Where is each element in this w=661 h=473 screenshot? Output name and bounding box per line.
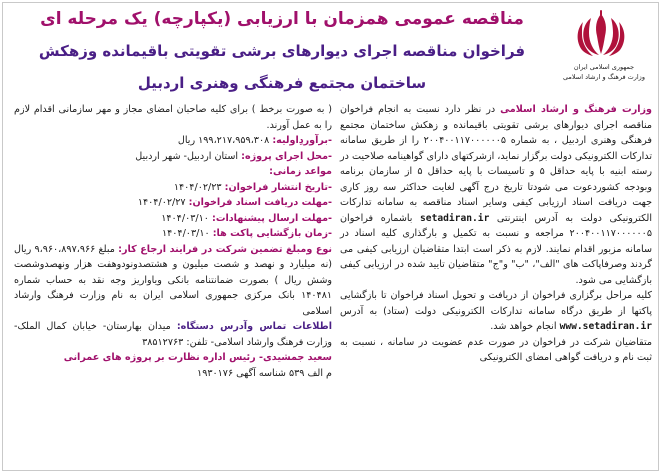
contact-text: میدان بهارستان- خیابان کمال الملک- وزارت فرهنگ وارشاد اسلامی- تلفن: ۳۸۵۱۲۷۶۳ bbox=[14, 321, 332, 348]
registration-paragraph: متقاضیان شرکت در فراخوان در صورت عدم عضویت در سامانه ، نسبت به ثبت نام و دریافت گواهی امضای الکترونیکی bbox=[340, 336, 652, 363]
estimate-value: ۱۹۹،۲۱۷،۹۵۹،۳۰۸ ریال bbox=[177, 135, 270, 146]
body-left-column bbox=[14, 102, 332, 381]
date-open-line bbox=[14, 226, 332, 242]
date-docs-value: ۱۴۰۴/۰۲/۲۷ bbox=[137, 197, 186, 208]
contact-paragraph bbox=[14, 319, 332, 350]
process-paragraph bbox=[340, 288, 652, 335]
setad-site-inline: setadiran.ir bbox=[420, 212, 490, 224]
ad-subtitle-1: فراخوان مناقصه اجرای دیوارهای برشی تقویتی باقیمانده وزهکش bbox=[38, 42, 526, 60]
location-label: -محل اجرای پروژه: bbox=[241, 150, 332, 162]
estimate-line bbox=[14, 133, 332, 149]
ad-footer-code: م الف ۵۳۹ شناسه آگهی ۱۹۳۰۱۷۶ bbox=[197, 367, 332, 379]
date-docs-label: -مهلت دریافت اسناد فراخوان: bbox=[188, 197, 332, 208]
contact-label: اطلاعات تماس وآدرس دستگاه: bbox=[176, 321, 332, 332]
body-right-column bbox=[340, 102, 652, 366]
date-open-value: ۱۴۰۴/۰۳/۱۰ bbox=[161, 228, 210, 239]
iran-emblem-icon bbox=[568, 8, 634, 60]
process-text-end: انجام خواهد شد. bbox=[490, 321, 557, 332]
ad-subtitle-2: ساختمان مجتمع فرهنگی وهنری اردبیل bbox=[137, 74, 427, 92]
date-open-label: -زمان بازگشایی پاکت ها: bbox=[212, 228, 332, 239]
guarantee-label: نوع ومبلغ تضمین شرکت در فرایند ارجاع کار: bbox=[118, 243, 332, 255]
ad-title: مناقصه عمومی همزمان با ارزیابی (یکپارچه) یک مرحله ای bbox=[40, 9, 524, 29]
intro-org: وزارت فرهنگ و ارشاد اسلامی bbox=[500, 104, 652, 115]
process-text: کلیه مراحل برگزاری فراخوان از دریافت و تحویل اسناد فراخوان تا بازگشایی پاکتها از طریق درگاه سامانه تدارکات الکترونیکی دولت (ستاد) به آدرس bbox=[340, 290, 652, 317]
date-submit-value: ۱۴۰۴/۰۳/۱۰ bbox=[161, 212, 209, 224]
estimate-label: -برآوردِاولیه: bbox=[272, 135, 332, 146]
date-submit-line bbox=[14, 211, 332, 227]
guarantee-paragraph bbox=[14, 242, 332, 320]
date-publish-value: ۱۴۰۴/۰۲/۲۳ bbox=[173, 181, 222, 193]
continuation-paragraph: ( به صورت برخط ) برای کلیه صاحبان امضای مجاز و مهر سازمانی اقدام لازم را به عمل آورند. bbox=[14, 104, 332, 131]
org-line-country: جمهوری اسلامی ایران bbox=[573, 63, 635, 71]
date-docs-line bbox=[14, 195, 332, 211]
timing-heading: مواعد زمانی: bbox=[269, 166, 332, 177]
date-publish-label: -تاریخ انتشار فراخوان: bbox=[224, 181, 332, 193]
intro-paragraph bbox=[340, 102, 652, 288]
setad-site-www: www.setadiran.ir bbox=[559, 321, 652, 332]
location-line bbox=[14, 149, 332, 165]
intro-text-2: باشماره فراخوان ۲۰۰۴۰۰۱۱۷۰۰۰۰۰۰۵ مراجعه و نسبت به تکمیل و بارگذاری کلیه اسناد در سامانه مزبور اقدام نمایند. لازم به ذکر است ابتدا متقاضیان ارزیابی کیفی می گردند وصرفاپاکت های "الف"، "ب" و"ج" متقاضیان تایید شده در ارزیابی کیفی بازگشایی می شود. bbox=[340, 212, 652, 286]
guarantee-text: مبلغ ۹،۹۶۰،۸۹۷،۹۶۶ ریال (نه میلیارد و نهصد و شصت میلیون و هشتصدونودوهفت هزار ونهصدوشصت وشش ریال ) بصورت ضمانتنامه بانکی ویاواریز وجه نقد به حساب شماره ۱۴۰۴۸۱ بانک مرکزی جمهوری اسلامی ایران به نام وزارت فرهنگ وارشاد اسلامی bbox=[14, 243, 332, 317]
date-submit-label: -مهلت ارسال پیشنهادات: bbox=[211, 212, 332, 224]
org-line-ministry: وزارت فرهنگ و ارشاد اسلامی bbox=[563, 73, 645, 81]
signature-line: سعید جمشیدی- رئیس اداره نظارت بر پروژه های عمرانی bbox=[63, 352, 332, 363]
location-value: استان اردبیل- شهر اردبیل bbox=[135, 150, 239, 162]
intro-text: در نظر دارد نسبت به انجام فراخوان مناقصه اجرای دیوارهای برشی تقویتی باقیمانده و زهکش ساختمان مجتمع فرهنگی وهنری اردبیل ، به شماره ۲۰۰۴۰۰۱۱۷۰۰۰۰۰۰۵ را از طریق سامانه تدارکات الکترونیکی دولت برگزار نماید، ازشرکتهای دارای گواهینامه صلاحیت در رسته ابنیه با پایه حداقل ۵ و تاسیسات با پایه حداقل ۵ از سازمان برنامه وبودجه کشوردعوت می شودتا تاریخ درج آگهی لغایت حداکثر سه روز کاری جهت دریافت اسناد ارزیابی کیفی وسایر اسناد مناقصه به سامانه تدارکات الکترونیکی دولت به آدرس اینترنتی bbox=[340, 104, 653, 224]
date-publish-line bbox=[14, 180, 332, 196]
